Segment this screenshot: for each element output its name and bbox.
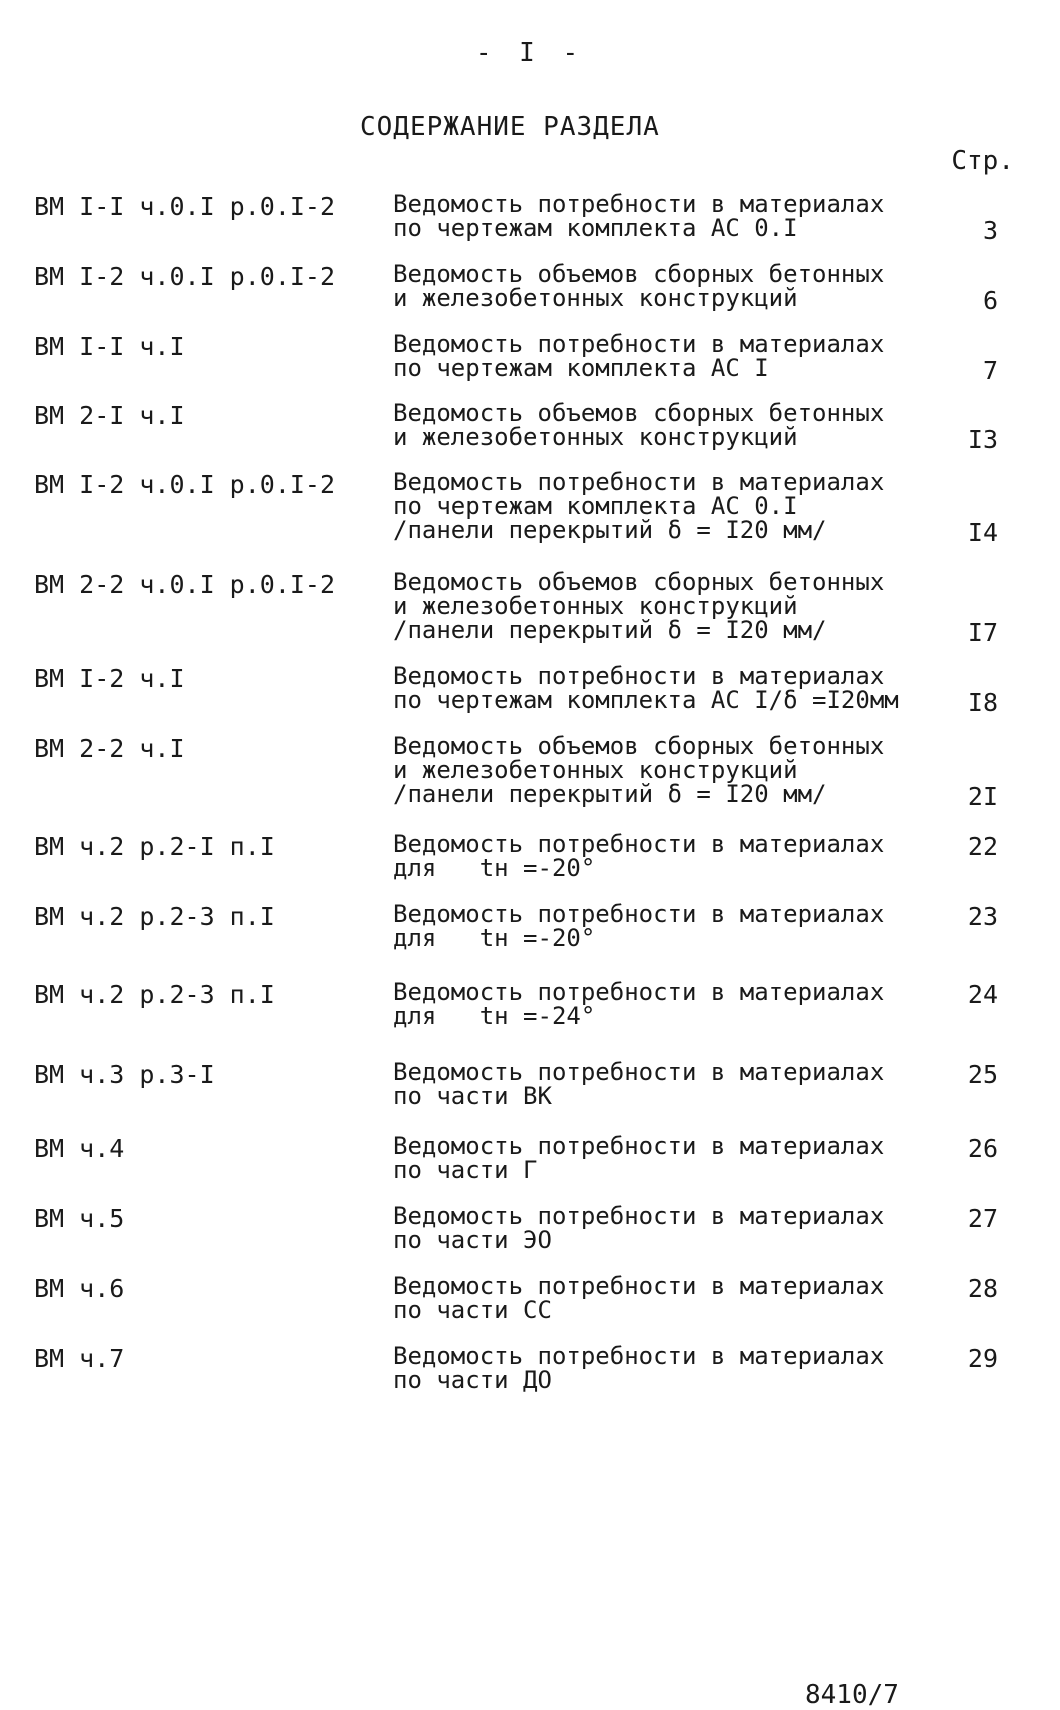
toc-entry-description-line: по чертежам комплекта АС 0.I — [393, 492, 798, 520]
toc-entry-description-line: Ведомость объемов сборных бетонных — [393, 399, 885, 427]
toc-entry-code: ВМ I-2 ч.0.I р.0.I-2 — [34, 470, 336, 499]
toc-entry-description-line: для tн =-20° — [393, 924, 596, 952]
toc-entry-code: ВМ ч.7 — [34, 1344, 125, 1373]
toc-entry-description — [393, 1060, 884, 1108]
toc-entry-code: ВМ ч.4 — [34, 1134, 125, 1163]
toc-entry-page: 22 — [967, 832, 998, 861]
toc-entry-code: ВМ ч.2 р.2-3 п.I — [34, 980, 275, 1009]
toc-entry-description-line: по части СС — [393, 1296, 552, 1324]
toc-entry-description-line: и железобетонных конструкций — [393, 756, 798, 784]
toc-entry-description-line: Ведомость потребности в материалах — [393, 978, 885, 1006]
toc-entry-code: ВМ I-2 ч.I — [34, 664, 185, 693]
toc-entry-page: 25 — [967, 1060, 998, 1089]
toc-entry-description — [393, 1204, 884, 1252]
toc-entry-description-line: Ведомость потребности в материалах — [393, 900, 885, 928]
toc-entry-description-line: Ведомость потребности в материалах — [393, 1272, 885, 1300]
toc-entry-code: ВМ ч.5 — [34, 1204, 125, 1233]
toc-entry-description-line: Ведомость потребности в материалах — [393, 830, 885, 858]
toc-entry-code: ВМ ч.6 — [34, 1274, 125, 1303]
toc-entry-code: ВМ I-2 ч.0.I р.0.I-2 — [34, 262, 336, 291]
toc-entry-page: 27 — [967, 1204, 998, 1233]
toc-entry-description-line: по части ВК — [393, 1082, 552, 1110]
section-title: СОДЕРЖАНИЕ РАЗДЕЛА — [360, 112, 660, 142]
toc-entry-code: ВМ 2-2 ч.0.I р.0.I-2 — [34, 570, 336, 599]
toc-entry-description-line: Ведомость потребности в материалах — [393, 662, 885, 690]
toc-entry-code: ВМ ч.2 р.2-I п.I — [34, 832, 275, 861]
toc-entry-page: 6 — [982, 286, 998, 315]
toc-entry-code: ВМ ч.2 р.2-3 п.I — [34, 902, 275, 931]
toc-entry-description-line: для tн =-20° — [393, 854, 596, 882]
toc-entry-code: ВМ ч.3 р.3-I — [34, 1060, 215, 1089]
toc-entry-description — [393, 832, 884, 880]
toc-entry-code: ВМ I-I ч.I — [34, 332, 185, 361]
toc-entry-description — [393, 902, 884, 950]
toc-entry-description-line: по чертежам комплекта АС I/δ =I20мм — [393, 686, 899, 714]
toc-entry-description — [393, 470, 884, 542]
toc-entry-page: I4 — [967, 518, 998, 547]
toc-entry-description-line: и железобетонных конструкций — [393, 423, 798, 451]
toc-entry-page: 7 — [982, 356, 998, 385]
toc-entry-description-line: Ведомость потребности в материалах — [393, 190, 885, 218]
toc-entry-description-line: по части ДО — [393, 1366, 552, 1394]
toc-entry-page: 28 — [967, 1274, 998, 1303]
toc-entry-description-line: Ведомость объемов сборных бетонных — [393, 732, 885, 760]
toc-entry-page: 24 — [967, 980, 998, 1009]
toc-entry-page: I3 — [967, 425, 998, 454]
toc-entry-description — [393, 1344, 884, 1392]
toc-entry-page: 3 — [982, 216, 998, 245]
toc-entry-description-line: и железобетонных конструкций — [393, 284, 798, 312]
toc-entry-description-line: для tн =-24° — [393, 1002, 596, 1030]
toc-entry-description-line: /панели перекрытий δ = I20 мм/ — [393, 780, 827, 808]
page-number: - I - — [475, 38, 585, 68]
toc-entry-description — [393, 664, 899, 712]
toc-entry-page: I8 — [967, 688, 998, 717]
toc-entry-code: ВМ I-I ч.0.I р.0.I-2 — [34, 192, 336, 221]
toc-entry-description-line: Ведомость потребности в материалах — [393, 468, 885, 496]
toc-entry-page: 2I — [967, 782, 998, 811]
toc-entry-description-line: по части Г — [393, 1156, 538, 1184]
toc-entry-description-line: по чертежам комплекта АС I — [393, 354, 769, 382]
page-column-header: Стр. — [951, 146, 1014, 176]
toc-entry-description-line: Ведомость потребности в материалах — [393, 1132, 885, 1160]
toc-entry-description — [393, 1134, 884, 1182]
toc-entry-code: ВМ 2-I ч.I — [34, 401, 185, 430]
toc-entry-description-line: Ведомость объемов сборных бетонных — [393, 568, 885, 596]
toc-entry-page: I7 — [967, 618, 998, 647]
toc-entry-description-line: /панели перекрытий δ = I20 мм/ — [393, 616, 827, 644]
toc-entry-page: 29 — [967, 1344, 998, 1373]
toc-entry-description — [393, 192, 884, 240]
toc-entry-description-line: по части ЭО — [393, 1226, 552, 1254]
toc-entry-page: 26 — [967, 1134, 998, 1163]
toc-entry-description-line: Ведомость объемов сборных бетонных — [393, 260, 885, 288]
toc-entry-description-line: Ведомость потребности в материалах — [393, 1342, 885, 1370]
toc-entry-description — [393, 1274, 884, 1322]
toc-entry-description — [393, 332, 884, 380]
document-code: 8410/7 — [805, 1680, 899, 1710]
toc-entry-description — [393, 570, 884, 642]
toc-entry-description — [393, 401, 884, 449]
toc-entry-description — [393, 734, 884, 806]
toc-entry-description — [393, 980, 884, 1028]
toc-entry-description-line: Ведомость потребности в материалах — [393, 1058, 885, 1086]
toc-entry-code: ВМ 2-2 ч.I — [34, 734, 185, 763]
toc-entry-description-line: и железобетонных конструкций — [393, 592, 798, 620]
toc-entry-description-line: по чертежам комплекта АС 0.I — [393, 214, 798, 242]
toc-entry-description — [393, 262, 884, 310]
toc-entry-page: 23 — [967, 902, 998, 931]
toc-entry-description-line: /панели перекрытий δ = I20 мм/ — [393, 516, 827, 544]
toc-entry-description-line: Ведомость потребности в материалах — [393, 330, 885, 358]
toc-entry-description-line: Ведомость потребности в материалах — [393, 1202, 885, 1230]
